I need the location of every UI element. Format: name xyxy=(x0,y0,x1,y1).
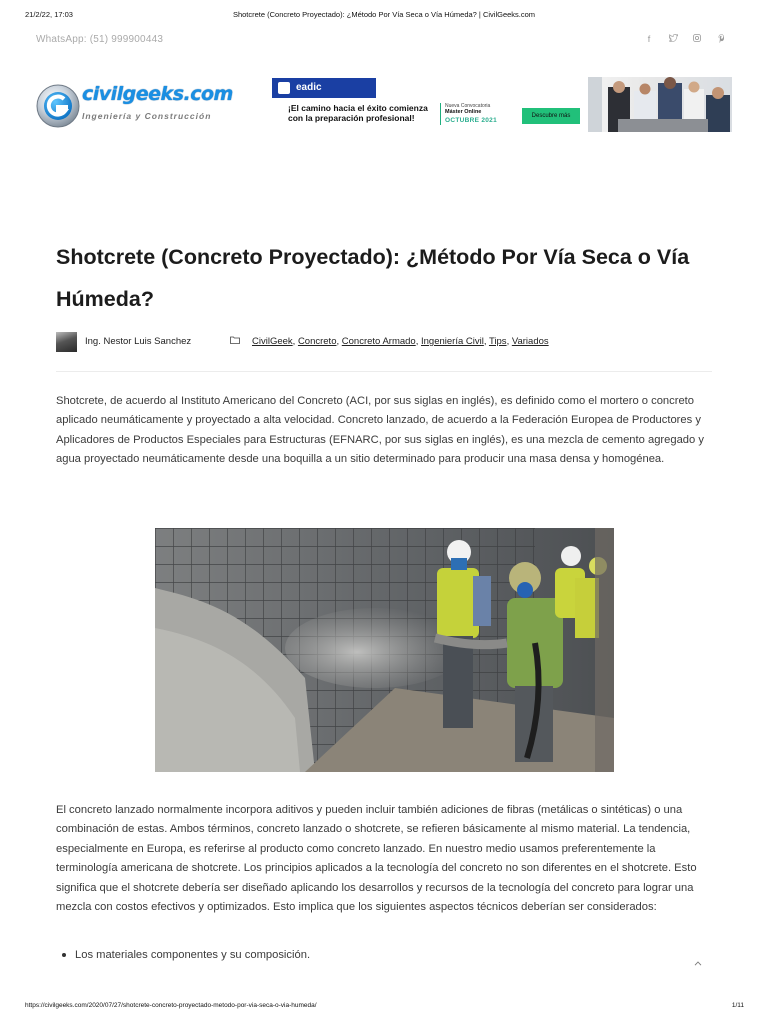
print-footer xyxy=(0,1002,768,1016)
list-item xyxy=(62,949,310,961)
bullet-icon xyxy=(62,953,66,957)
print-page-title: Shotcrete (Concreto Proyectado): ¿Método Por Vía Seca o Vía Húmeda? | CivilGeeks.com xyxy=(232,10,536,19)
whatsapp-link[interactable]: WhatsApp: (51) 999900443 xyxy=(36,34,164,45)
category-link[interactable]: Tips xyxy=(488,336,507,347)
banner-program-date: OCTUBRE 2021 xyxy=(445,117,498,124)
category-separator: , xyxy=(292,336,298,347)
banner-divider xyxy=(440,103,441,125)
category-separator: , xyxy=(415,336,421,347)
banner-tagline-line-2: con la preparación profesional! xyxy=(288,113,415,123)
article-paragraph: El concreto lanzado normalmente incorpora aditivos y pueden incluir también adiciones de fibras (metálicas o sintéticas) o una combinación de estas. Ambos términos, concreto lanzado o shotcrete, se refieren básicamente al mismo material. La tendencia, especialmente en Europa, es referirse al producto como concreto lanzado. En nuestro medio usamos preferentemente la terminología americana de shotcrete. Los principios aplicados a la tecnología del concreto no son diferentes en el shotcrete. Esto significa que el shotcrete debería ser diseñado aplicando los desarrollos y recursos de la tecnología del concreto para lograr una mezcla con costos efectivos y optimizados. Esto implica que los siguientes aspectos técnicos deberían ser considerados: xyxy=(56,804,697,914)
category-link[interactable]: CivilGeek xyxy=(252,336,293,347)
article-meta xyxy=(56,332,712,354)
category-separator: , xyxy=(336,336,342,347)
author-link[interactable]: Ing. Nestor Luis Sanchez xyxy=(85,336,192,347)
eadic-brand-label: eadic xyxy=(296,82,322,93)
print-page-number: 1/11 xyxy=(731,1002,744,1009)
article-image xyxy=(155,528,614,772)
print-header xyxy=(0,10,768,24)
site-logo[interactable] xyxy=(36,80,236,130)
top-bar xyxy=(36,34,732,50)
list-item-text: Los materiales componentes y su composición. xyxy=(75,949,311,961)
ad-banner[interactable] xyxy=(272,77,732,132)
chevron-up-icon xyxy=(694,961,702,966)
logo-wordmark: civilgeeks.com xyxy=(82,83,233,105)
banner-tagline xyxy=(288,103,448,123)
eadic-logo-icon xyxy=(278,82,290,94)
category-link[interactable]: Variados xyxy=(511,336,549,347)
print-url: https://civilgeeks.com/2020/07/27/shotcrete-concreto-proyectado-metodo-por-via-seca-o-via-humeda/ xyxy=(25,1002,317,1009)
category-list xyxy=(252,336,549,347)
category-link[interactable]: Concreto Armado xyxy=(341,336,416,347)
banner-photo xyxy=(588,77,732,132)
eadic-brand xyxy=(272,78,376,98)
scroll-to-top-button[interactable] xyxy=(694,958,702,968)
category-link[interactable]: Ingeniería Civil xyxy=(421,336,484,347)
category-separator: , xyxy=(506,336,512,347)
banner-cta-button[interactable]: Descubre más xyxy=(522,108,580,124)
category-link[interactable]: Concreto xyxy=(297,336,337,347)
facebook-icon[interactable]: f xyxy=(647,34,651,44)
meta-divider xyxy=(56,371,712,372)
category-separator: , xyxy=(483,336,489,347)
social-links xyxy=(644,34,726,45)
banner-program-label: Nueva Convocatoria xyxy=(445,103,491,109)
banner-tagline-line-1: ¡El camino hacia el éxito comienza xyxy=(288,103,428,113)
author-avatar[interactable] xyxy=(56,332,77,352)
article-paragraph: Shotcrete, de acuerdo al Instituto Americano del Concreto (ACI, por sus siglas en inglés), es definido como el mortero o concreto aplicado neumáticamente y proyectado a alta velocidad. Concreto lanzado, de acuerdo a la Federación Europea de Productores y Aplicadores de Productos Especiales para Estructuras (EFNARC, por sus siglas en inglés), es una mezcla de cemento agregado y agua proyectado neumáticamente desde una boquilla a un sitio determinado para producir una masa densa y homogénea. xyxy=(56,395,704,466)
article-title: Shotcrete (Concreto Proyectado): ¿Método Por Vía Seca o Vía Húmeda? xyxy=(56,245,690,311)
pinterest-icon[interactable] xyxy=(716,34,726,45)
instagram-icon[interactable] xyxy=(692,34,702,45)
print-date: 21/2/22, 17:03 xyxy=(25,10,73,19)
banner-program-name: Máster Online xyxy=(445,109,482,115)
folder-icon xyxy=(230,336,240,344)
twitter-icon[interactable] xyxy=(668,34,678,45)
logo-subtitle: Ingeniería y Construcción xyxy=(82,111,212,121)
